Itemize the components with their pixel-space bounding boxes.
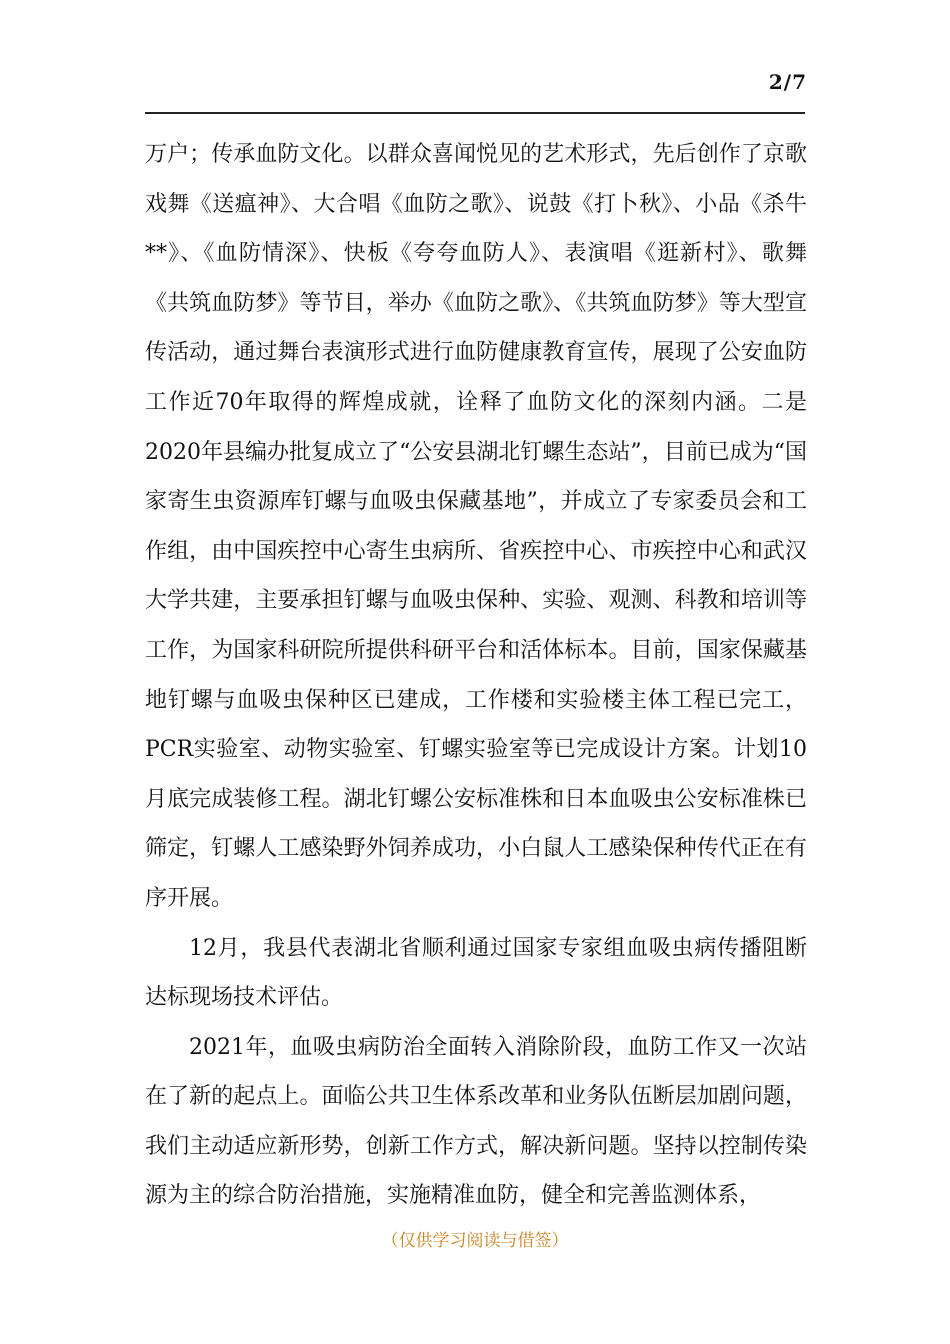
footer-note: （仅供学习阅读与借签） bbox=[381, 1231, 569, 1251]
page-number: 2/7 bbox=[768, 70, 807, 94]
body-text bbox=[145, 130, 807, 1221]
paragraph-2021: 2021年，血吸虫病防治全面转入消除阶段，血防工作又一次站在了新的起点上。面临公共卫生体系改革和业务队伍断层加剧问题，我们主动适应新形势，创新工作方式，解决新问题。坚持以控制传染源为主的综合防治措施，实施精准血防，健全和完善监测体系， bbox=[145, 1034, 807, 1209]
paragraph-continued: 万户；传承血防文化。以群众喜闻悦见的艺术形式，先后创作了京歌戏舞《送瘟神》、大合唱《血防之歌》、说鼓《打卜秋》、小品《杀牛**》、《血防情深》、快板《夸夸血防人》、表演唱《逛新村》、歌舞《共筑血防梦》等节目，举办《血防之歌》、《共筑血防梦》等大型宣传活动，通过舞台表演形式进行血防健康教育宣传，展现了公安血防工作近70年取得的辉煌成就，诠释了血防文化的深刻内涵。二是2020年县编办批复成立了“公安县湖北钉螺生态站”，目前已成为“国家寄生虫资源库钉螺与血吸虫保藏基地”，并成立了专家委员会和工作组，由中国疾控中心寄生虫病所、省疾控中心、市疾控中心和武汉大学共建，主要承担钉螺与血吸虫保种、实验、观测、科教和培训等工作，为国家科研院所提供科研平台和活体标本。目前，国家保藏基地钉螺与血吸虫保种区已建成，工作楼和实验楼主体工程已完工，PCR实验室、动物实验室、钉螺实验室等已完成设计方案。计划10月底完成装修工程。湖北钉螺公安标准株和日本血吸虫公安标准株已筛定，钉螺人工感染野外饲养成功，小白鼠人工感染保种传代正在有序开展。 bbox=[145, 142, 807, 911]
header-divider bbox=[145, 112, 805, 114]
paragraph-december: 12月，我县代表湖北省顺利通过国家专家组血吸虫病传播阻断达标现场技术评估。 bbox=[145, 935, 807, 1011]
